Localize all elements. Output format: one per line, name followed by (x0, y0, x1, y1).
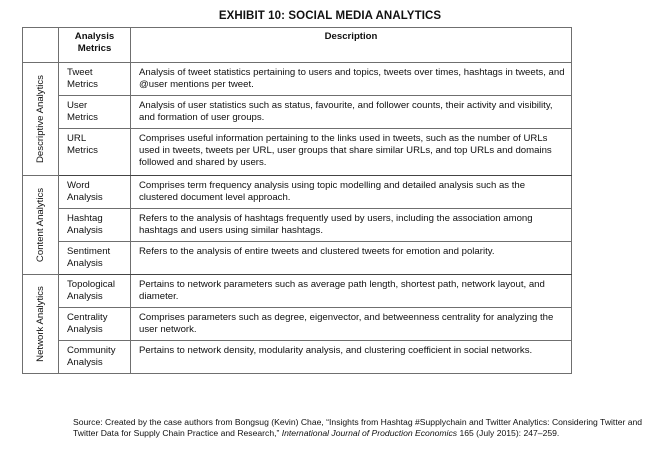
metric-line: URL (67, 133, 87, 144)
exhibit-title: EXHIBIT 10: SOCIAL MEDIA ANALYTICS (218, 10, 442, 22)
source-citation: 165 (July 2015): 247–259. (457, 428, 560, 439)
metric-cell (59, 275, 131, 308)
table-row (23, 96, 572, 129)
table-row (23, 275, 572, 308)
table-header-row (23, 28, 572, 63)
group-label-text: Content Analytics (34, 187, 46, 263)
metric-cell (59, 209, 131, 242)
metric-cell (59, 96, 131, 129)
metric-line: Word (67, 180, 90, 191)
description-cell: Comprises term frequency analysis using topic modelling and detailed analysis such as the clustered document level approach. (131, 176, 572, 209)
metric-line: Analysis (67, 225, 103, 237)
header-metrics-line1: Analysis (74, 31, 115, 42)
description-cell: Pertains to network parameters such as average path length, shortest path, network layout, and diameter. (131, 275, 572, 308)
metric-line: Analysis (67, 192, 103, 204)
metric-line: User (67, 100, 88, 111)
description-cell: Analysis of user statistics such as status, favourite, and follower counts, their activity and visibility, and formation of user groups. (131, 96, 572, 129)
metric-line: Analysis (67, 357, 103, 369)
metric-line: Community (67, 345, 116, 356)
header-description: Description (131, 28, 572, 63)
description-cell: Comprises parameters such as degree, eigenvector, and betweenness centrality for analyzing the user network. (131, 308, 572, 341)
header-metrics-line2: Metrics (77, 43, 112, 55)
group-label-descriptive (23, 63, 59, 176)
metric-cell (59, 341, 131, 374)
analytics-table (22, 27, 572, 374)
metric-line: Sentiment (67, 246, 111, 257)
metric-line: Analysis (67, 258, 103, 270)
metric-line: Metrics (67, 112, 98, 124)
metric-cell (59, 129, 131, 176)
metric-line: Metrics (67, 145, 98, 157)
source-text: Source: Created by the case authors from Bongsug (Kevin) Chae, “Insights from Hashtag #Supplychain and Twitter Analytics: Considering Twitter and Twitter Data for Supply Chain Practice and Research,” (73, 417, 643, 439)
source-journal: International Journal of Production Economics (281, 428, 458, 439)
header-empty-cell (23, 28, 59, 63)
metric-line: Centrality (67, 312, 108, 323)
group-label-content (23, 176, 59, 275)
metric-line: Hashtag (67, 213, 103, 224)
description-cell: Refers to the analysis of hashtags frequently used by users, including the association among hashtags and users using similar hashtags. (131, 209, 572, 242)
source-note (73, 417, 653, 440)
group-label-text: Network Analytics (34, 286, 46, 362)
metric-line: Analysis (67, 324, 103, 336)
metric-cell (59, 176, 131, 209)
group-label-text: Descriptive Analytics (34, 75, 46, 163)
group-label-network (23, 275, 59, 374)
table-row (23, 63, 572, 96)
description-cell: Comprises useful information pertaining to the links used in tweets, such as the number of URLs used in tweets, tweets per URL, user groups that share similar URLs, and top URLs and domains followed and shared by users. (131, 129, 572, 176)
table-row (23, 341, 572, 374)
metric-line: Topological (67, 279, 116, 290)
header-analysis-metrics (59, 28, 131, 63)
table-row (23, 209, 572, 242)
metric-cell (59, 242, 131, 275)
table-row (23, 308, 572, 341)
table-row (23, 242, 572, 275)
metric-cell (59, 63, 131, 96)
table-row (23, 129, 572, 176)
description-cell: Analysis of tweet statistics pertaining to users and topics, tweets over times, hashtags in tweets, and @user mentions per tweet. (131, 63, 572, 96)
metric-line: Analysis (67, 291, 103, 303)
description-cell: Refers to the analysis of entire tweets and clustered tweets for emotion and polarity. (131, 242, 572, 275)
metric-line: Tweet (67, 67, 93, 78)
description-cell: Pertains to network density, modularity analysis, and clustering coefficient in social networks. (131, 341, 572, 374)
metric-cell (59, 308, 131, 341)
metric-line: Metrics (67, 79, 98, 91)
table-row (23, 176, 572, 209)
